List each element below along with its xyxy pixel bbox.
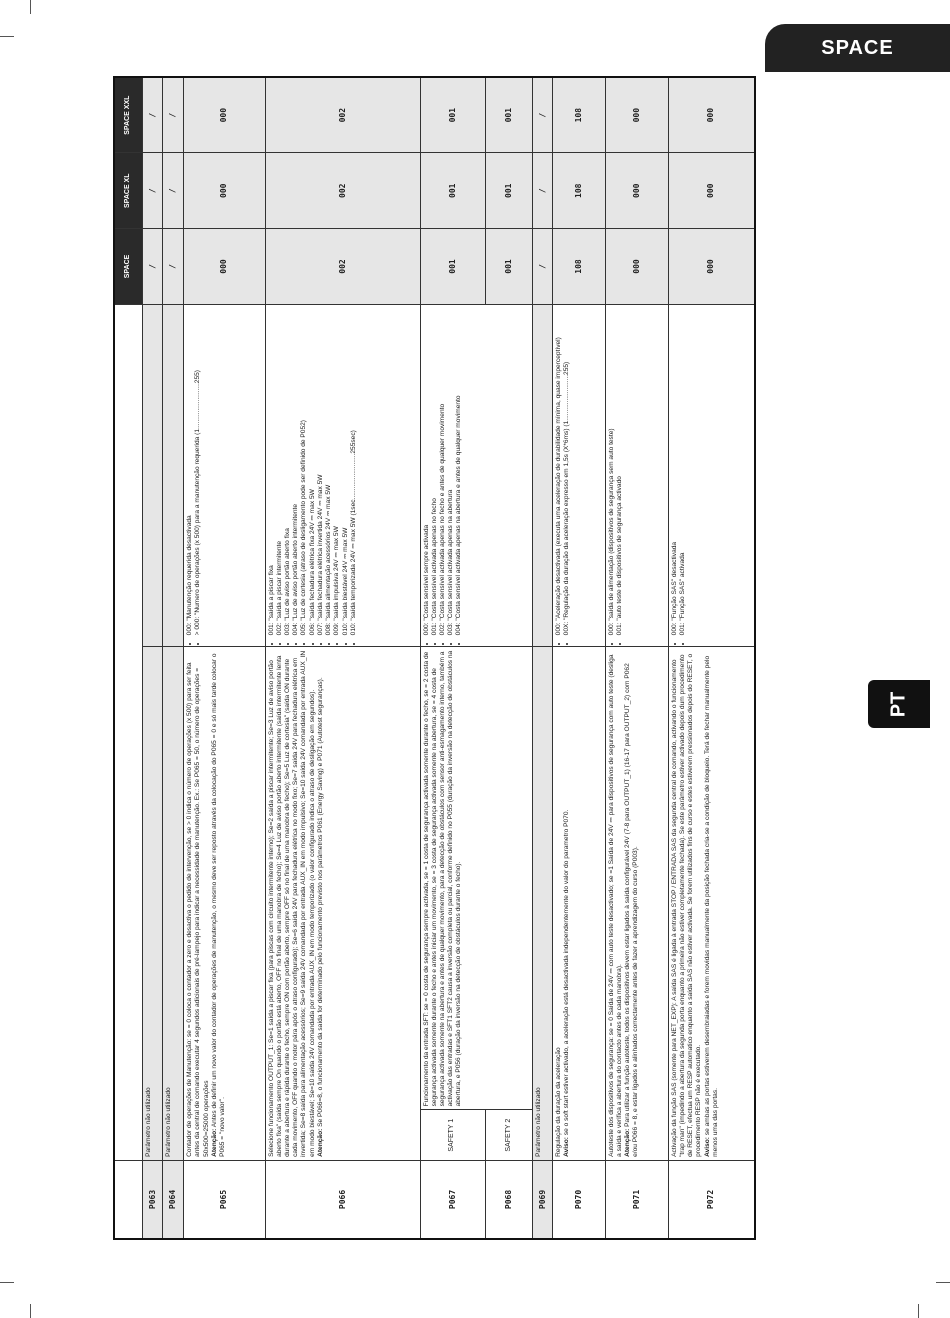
crop-mark [30, 0, 31, 14]
note-label: Atenção: [210, 1128, 218, 1157]
table-row [605, 77, 668, 1239]
option-item: • 001: "saída a piscar fixa [268, 308, 276, 635]
param-options [605, 304, 668, 646]
language-tab [868, 680, 930, 728]
crop-mark [0, 1282, 14, 1283]
table-row [184, 77, 265, 1239]
table-row [533, 77, 553, 1239]
value-space-xxl: / [533, 77, 553, 153]
option-item: • 009: "saída impulsiva 24V ⎓ max 5W [333, 308, 341, 635]
parameter-table [113, 76, 756, 1240]
option-item: • > 000: "Numero de operações (x 500) para a manutenção requerida (1.........................255) [194, 308, 202, 635]
value-space: 000 [605, 229, 668, 305]
param-options [163, 304, 184, 646]
value-space-xxl: 002 [265, 77, 420, 153]
param-options [265, 304, 420, 646]
param-code: P065 [184, 1160, 265, 1239]
table-row [553, 77, 606, 1239]
option-item: • 000: "Costa sensível sempre activada [423, 308, 431, 635]
table-row [668, 77, 755, 1239]
crop-mark [0, 36, 14, 37]
note-text: Para utilizar a função autoteste, todos os dispositivos devem estar ligados à saída configurável 24V (7-8 para OUTPUT_1) (16-17 para OUTPUT_2) com P062 e/ou P066 = 8, e estar ligados e alinhados correctamente antes de fazer a aprendizagem do curso (P003). [624, 663, 640, 1157]
table-row [163, 77, 184, 1239]
option-item: • 010: "saída temporizada 24V ⎓ max 5W (1sec.........................255sec) [350, 308, 358, 635]
param-code: P064 [163, 1160, 184, 1239]
value-space-xl: 000 [605, 153, 668, 229]
option-item: • 003: "Luz de aviso portão aberto fixa [284, 308, 292, 635]
param-options [420, 304, 533, 646]
option-item: • 006: "saída fechadura elétrica fixa 24V ⎓ max 5W [309, 308, 317, 635]
value-space-xxl: 001 [486, 77, 533, 153]
option-item: • 000: "Função SAS" desactivada [671, 308, 679, 635]
description-text: Parâmetro não utilizado [165, 1087, 173, 1157]
note-label: Aviso: [703, 1137, 711, 1157]
value-space-xl: / [163, 153, 184, 229]
param-code: P072 [668, 1160, 755, 1239]
value-space-xl: 002 [265, 153, 420, 229]
group-label: SAFETY 2 [486, 1110, 533, 1161]
brand-title: SPACE [821, 36, 894, 59]
param-code: P068 [486, 1160, 533, 1239]
param-options [553, 304, 606, 646]
table-row [265, 77, 420, 1239]
note-label: Atenção: [316, 1128, 324, 1157]
note-text: Antes de definir um novo valor do contador de operações de manutenção, o mesmo deve ser reposto através da colocação do P065 = 0 e só mais tarde colocar o P065 = "novo valor". [210, 653, 227, 1157]
value-space: / [163, 229, 184, 305]
option-item: • 005: "Luz de cortesia (atraso de desligamento pode ser definido de P052) [300, 308, 308, 635]
param-description [265, 647, 420, 1161]
value-space: / [533, 229, 553, 305]
note-text: Se P066=8, o funcionamento da saída for determinado pelo funcionamento previsto nos parâmetros P061 (Energy Saving) e P071 (Autotest seguranças). [316, 677, 324, 1129]
option-item: • 001: "auto teste de dispositivos de segurança activado [616, 308, 624, 635]
option-item: • 008: "saída alimentação acessórios 24V ⎓ max 5W [325, 308, 333, 635]
table-header-row [114, 77, 143, 1239]
note-label: Aviso: [563, 1137, 571, 1157]
value-space-xxl: 001 [420, 77, 486, 153]
description-text: Activação da função SAS (somente para NET_EXP): A saída SAS é ligada à entrada STOP / ENTRADA SAS da segunda central de comando, activando o funcionamento "trap man" (impedindo a abertura da segunda porta enquanto a primeira não estiver completamente fechada). Se este parâmetro estiver activado depois dum procedimento de RESET, efectua um RESP automatico enquanto a saída SAS não estiver activada. Se forem utilizados fins de curso e estes estiverem pressionados depois do RESET, o procedimento RESP não é executado. [670, 653, 703, 1157]
param-description [668, 647, 755, 1161]
option-item: • 010: "saída biestável 24V ⎓ max 5W [342, 308, 350, 635]
value-space-xl: 001 [420, 153, 486, 229]
value-space-xxl: 000 [668, 77, 755, 153]
value-space-xxl: 000 [184, 77, 265, 153]
param-description [163, 647, 184, 1161]
value-space-xl: 001 [486, 153, 533, 229]
header-space: SPACE [114, 229, 143, 305]
param-description [420, 647, 533, 1110]
brand-tab [765, 24, 950, 72]
option-item: • 001: "Função SAS" activada [679, 308, 687, 635]
param-code: P066 [265, 1160, 420, 1239]
crop-mark [936, 1282, 950, 1283]
value-space: 000 [184, 229, 265, 305]
value-space-xxl: 108 [553, 77, 606, 153]
param-code: P069 [533, 1160, 553, 1239]
param-description [553, 647, 606, 1161]
value-space-xl: 000 [668, 153, 755, 229]
option-item: • 007: "saída fechadura elétrica invertida 24V ⎓ max 5W [317, 308, 325, 635]
description-text: Contador de operações de Manutenção: se = 0 coloca o contador a zero e desactiva o pedido de intervenção, se > 0 indica o número de operações (x 500) para ser feita antes da central de comando executar 4 segundos adicionais de pré-lampejo para indicar a necessidade de manutenção. Ex.: Se P065 = 50, o número de operações = 50x500=25000 operações [186, 662, 210, 1157]
option-item: • 001: "Costa sensível activada apenas no fecho [431, 308, 439, 635]
group-label: SAFETY 1 [420, 1110, 486, 1161]
value-space: 000 [668, 229, 755, 305]
parameter-table-sheet [113, 76, 756, 1240]
value-space-xxl: / [143, 77, 163, 153]
description-text: Parâmetro não utilizado [145, 1087, 153, 1157]
value-space-xxl: / [163, 77, 184, 153]
description-text: Regulação da duração da aceleração [555, 1047, 563, 1157]
param-description [184, 647, 265, 1161]
option-item: • 00X: "Regulação da duração da aceleração expresso em 1,5s (X*6ms) (1.........................255) [563, 308, 571, 635]
param-description [143, 647, 163, 1161]
option-item: • 002: "saída a piscar intermitente [276, 308, 284, 635]
param-description [533, 647, 553, 1161]
table-row [143, 77, 163, 1239]
value-space: 001 [420, 229, 486, 305]
note-text: se o soft start estiver activado, a aceleração está desactivada independentemente do valor do parametro P070. [563, 809, 571, 1137]
description-text: Parâmetro não utilizado [535, 1087, 543, 1157]
value-space: 001 [486, 229, 533, 305]
value-space-xl: 108 [553, 153, 606, 229]
param-options [533, 304, 553, 646]
value-space: / [143, 229, 163, 305]
param-options [184, 304, 265, 646]
value-space: 108 [553, 229, 606, 305]
header-spacer [114, 1160, 143, 1239]
param-options [668, 304, 755, 646]
language-label: PT [887, 691, 910, 717]
crop-mark [918, 1304, 919, 1318]
value-space-xl: / [143, 153, 163, 229]
description-text: Selecione funcionamento OUTPUT_1: Se=1 saída a piscar fixa (para piscas com circuito intermitente interno); Se=2 saída a piscar intermitente; Se=3 Luz de aviso portão aberto fixa" (saída sempre On quando o portão está aberto, OFF no final de uma manobra de fecho); Se=4 Luz de aviso portão aberto intermitente (saída intermitente lenta durante a abertura e rápida durante o fecho, sempre ON com portão aberto, sempre OFF só no final de uma manobra de fecho); Se=5 Luz de cortesia" (saída ON durante cada movimento, OFF quando o motor pára após o atraso configurado); Se=6 saída 24V para fechadura elétrica no modo fixo; Se=7 saída 24V para fechadura elétrica em invertida; Se=8 saída para alimentação acessórios; Se=9 saída 24V comandada por entrada AUX_IN em modo impulsivo; Se=10 saída 24V comandada por entrada AUX_IN em modo biestável; Se=10 saída 24V comandada por entrada AUX_IN em modo temporizado (o valor configurado indica o atraso de desligação em segundos). [267, 650, 316, 1157]
header-space-xxl: SPACE XXL [114, 77, 143, 153]
param-code: P071 [605, 1160, 668, 1239]
value-space: 002 [265, 229, 420, 305]
value-space-xxl: 000 [605, 77, 668, 153]
param-code: P063 [143, 1160, 163, 1239]
note-text: se ambas as portas estiverem desembraiadas e forem movidas manualmente da posição fechada cria-se a condição de bloqueio. Terá de fechar manualmente pelo menos uma das portas. [703, 655, 719, 1157]
value-space-xl: / [533, 153, 553, 229]
option-item: • 004: "Luz de aviso portão aberto intermitente [292, 308, 300, 635]
option-item: • 000: "saída de alimentação (dispositivos de segurança sem auto teste) [608, 308, 616, 635]
option-item: • 002: "Costa sensível activada apenas no fecho e antes de qualquer movimento [439, 308, 447, 635]
value-space-xl: 000 [184, 153, 265, 229]
crop-mark [30, 1304, 31, 1318]
option-item: • 000: "Aceleração desactivada (executa uma aceleração de durabilidade mínima, quase imperceptível) [555, 308, 563, 635]
param-description [605, 647, 668, 1161]
option-item: • 000: "Manutenção requerida desactivada [186, 308, 194, 635]
param-code: P070 [553, 1160, 606, 1239]
param-code: P067 [420, 1160, 486, 1239]
option-item: • 004: "Costa sensível activada apenas na abertura e antes de qualquer movimento [455, 308, 463, 635]
description-text: Autoteste dos dispositivos de segurança: se = 0 Saída de 24V ⎓ com auto teste desactivado; se =1 Saída de 24V ⎓ para dispositivos de segurança com auto teste (desliga a saída e verifica a abertura do contacto antes de cada manobra). [607, 654, 623, 1157]
param-options [143, 304, 163, 646]
table-row [420, 77, 486, 1239]
description-text: Funcionamento da entrada SFT: se = 0 costa de segurança sempre activada, se = 1 costa de segurança activada somente durante o fecho, se = 2 costa de segurança activada somente durante o fecho e antes iniciar um movimento, se = 3 costa de segurança activada somente na abertura, se = 4 costa de segurança activada somente na abertura e antes de qualquer movimento, para a detecção de obstáculos com sensor anti-esmagamento interno, também a activação das entradas e SFT1 SFT2 causa a inversão completa ou parcial, conforme definido no P055 (duração da inversão na detecção de obstáculos na abertura, e P056 (duração da inversão na detecção de obstáculos durante o fecho). [422, 650, 463, 1107]
option-item: • 003: "Costa sensível activada apenas na abertura [447, 308, 455, 635]
header-space-xl: SPACE XL [114, 153, 143, 229]
note-label: Atenção: [624, 1128, 632, 1157]
header-spacer [114, 304, 143, 1160]
